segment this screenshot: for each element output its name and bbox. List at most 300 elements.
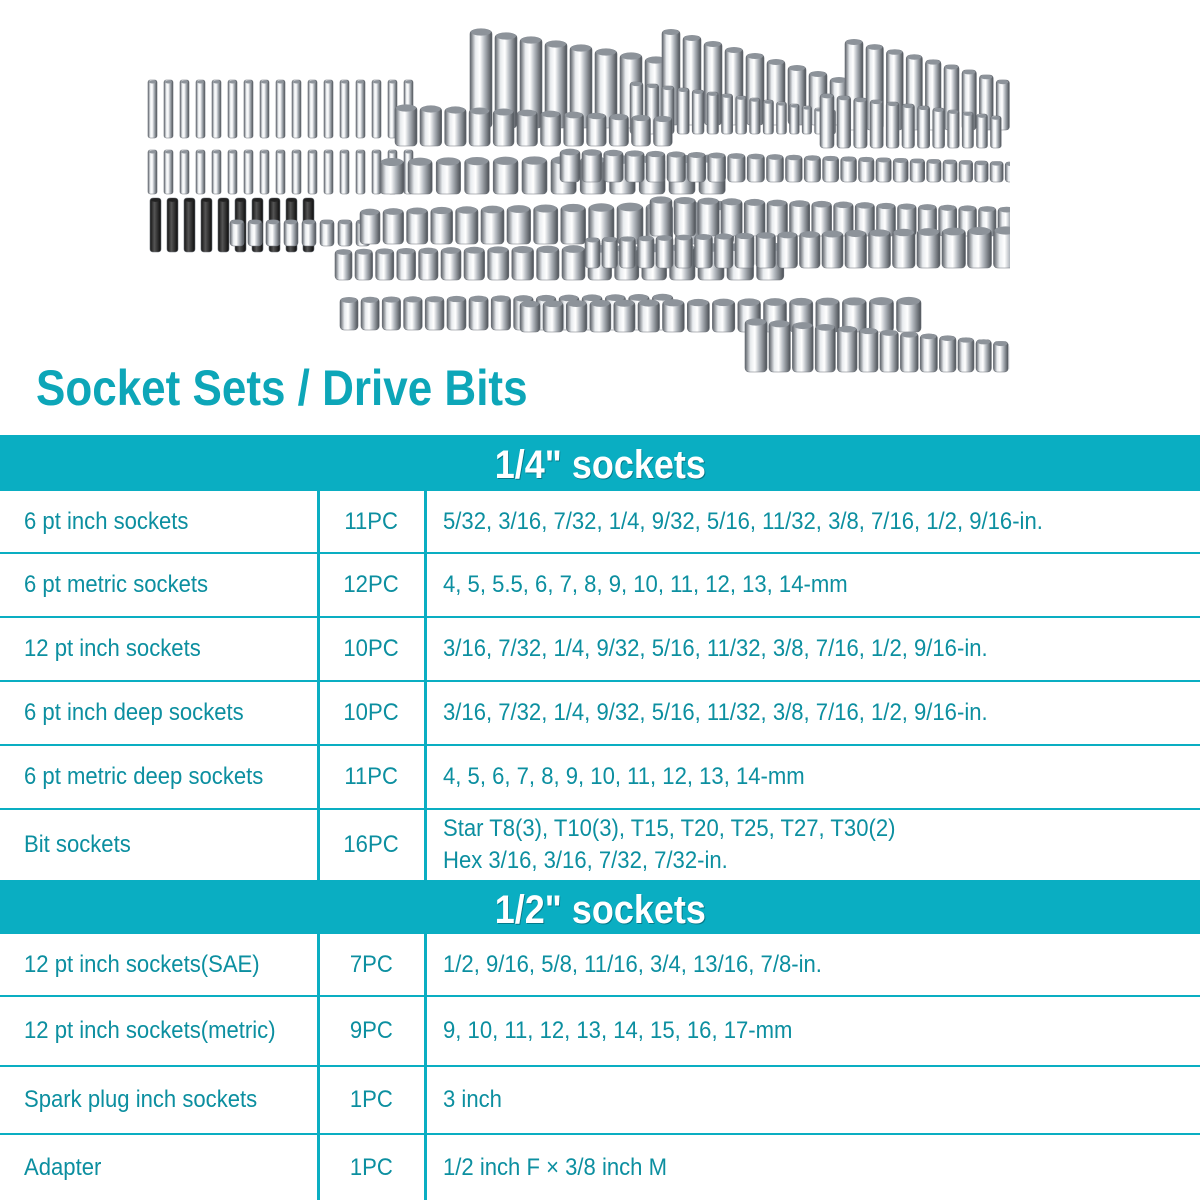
socket-opening (437, 157, 459, 165)
socket-opening (168, 198, 177, 202)
section-header-quarter-inch: 1/4" sockets (0, 435, 1200, 491)
socket-opening (563, 245, 584, 253)
socket-shape (164, 80, 173, 138)
table-row (0, 745, 1200, 809)
socket-opening (980, 206, 996, 212)
socket-opening (944, 160, 956, 165)
socket-opening (898, 297, 921, 305)
socket-shape (244, 150, 253, 194)
socket-opening (748, 154, 763, 160)
socket-opening (231, 220, 243, 225)
socket-opening (770, 320, 789, 327)
socket-opening (647, 84, 658, 88)
socket-opening (470, 296, 487, 302)
socket-opening (513, 246, 533, 253)
socket-shape (792, 324, 813, 372)
socket-opening (253, 198, 262, 202)
set-quantity: 12PC (343, 571, 400, 598)
socket-opening (676, 235, 692, 241)
socket-opening (325, 81, 332, 84)
socket-opening (678, 88, 688, 92)
socket-opening (213, 151, 220, 154)
socket-opening (270, 198, 279, 202)
socket-opening (618, 203, 642, 212)
socket-opening (768, 59, 784, 65)
socket-opening (236, 198, 245, 202)
socket-opening (838, 326, 856, 333)
socket-shape (900, 333, 918, 372)
socket-shape (201, 198, 212, 252)
socket-opening (356, 249, 372, 255)
socket-opening (855, 98, 866, 102)
socket-opening (546, 40, 566, 47)
socket-opening (810, 71, 826, 77)
socket-opening (261, 81, 268, 84)
socket-opening (377, 248, 393, 254)
set-quantity: 10PC (343, 699, 400, 726)
socket-opening (421, 105, 441, 112)
socket-opening (842, 156, 856, 161)
set-name: Bit sockets (24, 831, 131, 858)
socket-opening (963, 112, 972, 116)
set-name: 12 pt inch sockets (24, 635, 201, 662)
socket-shape (228, 80, 237, 138)
socket-opening (943, 228, 965, 236)
socket-opening (523, 156, 546, 164)
socket-opening (739, 298, 760, 306)
socket-opening (757, 232, 775, 239)
socket-shape (212, 80, 221, 138)
socket-opening (779, 232, 797, 239)
socket-opening (801, 231, 820, 238)
socket-opening (980, 75, 992, 80)
socket-opening (457, 206, 477, 213)
socket-shape (707, 92, 719, 134)
table-row (0, 996, 1200, 1066)
socket-opening (466, 157, 489, 165)
socket-opening (267, 220, 279, 225)
socket-opening (442, 247, 460, 254)
socket-opening (341, 297, 357, 303)
socket-opening (860, 328, 877, 334)
socket-opening (149, 81, 156, 84)
socket-shape (356, 150, 365, 194)
socket-opening (919, 204, 935, 210)
socket-opening (544, 300, 562, 307)
set-sizes: 4, 5, 6, 7, 8, 9, 10, 11, 12, 13, 14-mm (442, 763, 805, 790)
socket-opening (639, 236, 654, 242)
socket-opening (567, 300, 586, 307)
socket-shape (769, 322, 790, 372)
socket-opening (521, 36, 541, 43)
socket-opening (894, 229, 915, 237)
socket-opening (405, 81, 412, 84)
socket-shape (918, 106, 930, 148)
socket-opening (870, 297, 892, 305)
socket-opening (213, 81, 220, 84)
socket-opening (878, 203, 895, 209)
socket-opening (911, 159, 924, 164)
table-row (0, 1134, 1200, 1200)
socket-opening (197, 81, 204, 84)
socket-opening (181, 151, 188, 154)
socket-opening (470, 107, 489, 114)
socket-shape (324, 80, 333, 138)
socket-opening (615, 300, 634, 307)
socket-shape (180, 80, 189, 138)
set-sizes-star: Star T8(3), T10(3), T15, T20, T25, T27, T30(2) (442, 815, 895, 842)
socket-shape (164, 150, 173, 194)
socket-shape (677, 88, 689, 134)
socket-shape (962, 112, 973, 148)
socket-opening (657, 235, 672, 241)
socket-shape (148, 150, 157, 194)
socket-shape (902, 104, 915, 148)
socket-opening (542, 111, 560, 118)
page-title: Socket Sets / Drive Bits (36, 360, 528, 416)
set-name: 6 pt inch deep sockets (24, 699, 244, 726)
socket-shape (260, 150, 269, 194)
socket-opening (901, 332, 917, 338)
socket-opening (791, 200, 809, 207)
socket-opening (571, 44, 591, 51)
socket-opening (960, 160, 972, 165)
socket-opening (325, 151, 332, 154)
socket-opening (389, 81, 396, 84)
socket-opening (693, 90, 703, 94)
socket-shape (886, 102, 899, 148)
socket-opening (561, 149, 579, 156)
socket-shape (228, 150, 237, 194)
socket-shape (196, 80, 205, 138)
socket-opening (389, 151, 396, 154)
socket-opening (309, 81, 316, 84)
socket-shape (763, 100, 773, 134)
socket-opening (588, 113, 606, 120)
socket-opening (846, 230, 866, 237)
socket-shape (180, 150, 189, 194)
socket-opening (870, 229, 890, 236)
socket-shape (991, 116, 1002, 148)
set-name: Adapter (24, 1153, 102, 1181)
socket-opening (926, 59, 940, 64)
socket-shape (859, 329, 878, 372)
socket-opening (976, 161, 987, 165)
socket-opening (610, 114, 627, 120)
socket-shape (933, 108, 945, 148)
socket-opening (494, 157, 517, 165)
socket-opening (887, 49, 902, 55)
socket-opening (963, 70, 975, 75)
table-row (0, 553, 1200, 617)
socket-opening (651, 196, 671, 203)
socket-opening (261, 151, 268, 154)
socket-shape (977, 114, 988, 148)
socket-opening (149, 151, 156, 154)
socket-opening (940, 205, 956, 211)
socket-opening (621, 236, 635, 241)
socket-opening (293, 81, 300, 84)
socket-shape (745, 320, 767, 372)
socket-opening (793, 322, 812, 329)
socket-opening (396, 104, 416, 111)
socket-opening (903, 104, 914, 108)
socket-shape (750, 98, 761, 134)
socket-opening (696, 234, 712, 240)
socket-opening (398, 248, 415, 254)
socket-opening (304, 198, 313, 202)
socket-shape (880, 331, 898, 372)
socket-opening (977, 339, 990, 344)
socket-opening (705, 41, 721, 47)
set-quantity: 11PC (344, 763, 399, 790)
socket-opening (688, 299, 708, 306)
socket-shape (260, 80, 269, 138)
set-quantity: 1PC (350, 1153, 393, 1181)
socket-opening (663, 29, 679, 35)
socket-shape (870, 100, 883, 148)
socket-opening (816, 324, 834, 331)
socket-opening (287, 198, 296, 202)
socket-shape (372, 150, 381, 194)
socket-opening (789, 65, 805, 71)
socket-opening (426, 296, 443, 302)
socket-shape (993, 342, 1008, 372)
half-inch-table (0, 934, 1200, 1200)
socket-opening (249, 220, 261, 225)
socket-opening (151, 198, 160, 202)
socket-opening (736, 233, 753, 239)
socket-opening (787, 155, 802, 161)
set-name: 12 pt inch sockets(metric) (24, 1017, 276, 1044)
socket-opening (824, 156, 838, 161)
socket-opening (373, 151, 380, 154)
socket-opening (293, 151, 300, 154)
socket-opening (277, 81, 284, 84)
socket-opening (538, 246, 558, 253)
socket-shape (148, 80, 157, 138)
socket-opening (420, 248, 437, 254)
set-sizes: 5/32, 3/16, 7/32, 1/4, 9/32, 5/16, 11/32, 3/8, 7/16, 1/2, 9/16-in. (442, 507, 1043, 535)
socket-opening (860, 157, 874, 162)
socket-shape (218, 198, 229, 252)
socket-opening (713, 299, 733, 306)
socket-shape (340, 150, 349, 194)
socket-opening (765, 298, 786, 306)
socket-opening (633, 115, 650, 121)
table-row (0, 1066, 1200, 1134)
socket-shape (445, 108, 466, 146)
socket-shape (212, 150, 221, 194)
socket-opening (959, 337, 973, 342)
socket-shape (292, 80, 301, 138)
table-row (0, 681, 1200, 745)
socket-opening (817, 298, 839, 306)
socket-opening (934, 108, 944, 112)
socket-shape (244, 80, 253, 138)
socket-opening (357, 151, 364, 154)
socket-opening (596, 48, 616, 55)
socket-opening (768, 200, 787, 207)
quarter-inch-table (0, 491, 1200, 880)
socket-shape (948, 110, 960, 148)
set-quantity: 10PC (343, 635, 400, 662)
socket-opening (219, 198, 228, 202)
socket-opening (778, 102, 786, 105)
socket-shape (167, 198, 178, 252)
socket-opening (708, 92, 718, 96)
socket-shape (976, 340, 991, 372)
socket-opening (894, 158, 907, 163)
socket-opening (309, 151, 316, 154)
table-row (0, 809, 1200, 880)
socket-opening (997, 80, 1008, 84)
socket-opening (791, 104, 799, 107)
socket-shape (308, 80, 317, 138)
socket-shape (958, 338, 974, 372)
socket-opening (969, 227, 991, 235)
socket-opening (384, 208, 403, 215)
set-quantity: 9PC (350, 1017, 393, 1044)
socket-opening (492, 295, 509, 301)
socket-opening (336, 249, 351, 255)
socket-opening (197, 151, 204, 154)
set-sizes: 3/16, 7/32, 1/4, 9/32, 5/16, 11/32, 3/8, 7/16, 1/2, 9/16-in. (442, 699, 988, 726)
socket-shape (815, 325, 835, 372)
socket-opening (877, 157, 890, 162)
socket-opening (373, 81, 380, 84)
socket-opening (408, 207, 427, 214)
socket-opening (821, 94, 833, 99)
socket-shape (692, 90, 704, 134)
socket-shape (276, 80, 285, 138)
socket-opening (471, 28, 491, 35)
socket-opening (583, 149, 601, 156)
socket-opening (229, 81, 236, 84)
socket-opening (663, 86, 673, 90)
socket-opening (764, 100, 772, 103)
socket-opening (881, 330, 897, 336)
socket-opening (921, 334, 936, 340)
section-header-half-inch: 1/2" sockets (0, 880, 1200, 934)
socket-shape (722, 94, 733, 134)
socket-shape (150, 198, 161, 252)
set-sizes: 1/2 inch F × 3/8 inch M (442, 1153, 667, 1181)
set-quantity: 1PC (350, 1086, 393, 1113)
socket-opening (562, 204, 585, 212)
socket-shape (920, 334, 937, 372)
socket-opening (978, 114, 987, 118)
socket-opening (405, 296, 422, 302)
set-sizes: 4, 5, 5.5, 6, 7, 8, 9, 10, 11, 12, 13, 14-mm (442, 571, 848, 598)
socket-opening (448, 296, 465, 302)
socket-opening (508, 205, 530, 213)
socket-opening (887, 102, 898, 106)
socket-opening (631, 82, 642, 86)
socket-opening (709, 153, 725, 159)
socket-opening (405, 151, 412, 154)
socket-opening (277, 151, 284, 154)
socket-opening (907, 54, 921, 59)
socket-opening (245, 81, 252, 84)
socket-opening (745, 199, 764, 206)
socket-opening (482, 206, 503, 214)
socket-opening (381, 158, 403, 166)
socket-opening (357, 81, 364, 84)
socket-opening (639, 299, 659, 306)
socket-opening (791, 298, 812, 306)
socket-opening (518, 110, 537, 117)
set-name: Spark plug inch sockets (24, 1086, 258, 1113)
socket-shape (372, 80, 381, 138)
socket-opening (726, 47, 742, 53)
socket-opening (949, 110, 959, 114)
socket-opening (626, 150, 643, 156)
socket-opening (521, 301, 539, 308)
socket-opening (992, 116, 1001, 120)
socket-opening (675, 197, 695, 204)
socket-opening (165, 81, 172, 84)
socket-opening (647, 151, 664, 157)
socket-shape (276, 150, 285, 194)
socket-opening (603, 237, 617, 242)
socket-opening (856, 202, 873, 208)
set-quantity: 7PC (350, 950, 393, 978)
socket-shape (820, 94, 834, 148)
socket-opening (940, 335, 955, 341)
socket-opening (729, 153, 745, 159)
set-sizes: 3/16, 7/32, 1/4, 9/32, 5/16, 11/32, 3/8, 7/16, 1/2, 9/16-in. (442, 635, 988, 662)
socket-opening (590, 203, 613, 211)
socket-opening (805, 155, 819, 160)
socket-opening (489, 246, 508, 253)
socket-opening (751, 98, 760, 102)
socket-opening (409, 158, 431, 166)
socket-opening (928, 159, 940, 164)
socket-shape (469, 109, 490, 146)
socket-opening (689, 152, 705, 158)
socket-shape (650, 198, 672, 236)
set-sizes: 1/2, 9/16, 5/8, 11/16, 3/4, 13/16, 7/8-in. (442, 950, 822, 978)
socket-opening (655, 116, 672, 122)
socket-opening (846, 39, 862, 45)
socket-opening (664, 299, 684, 306)
socket-opening (432, 207, 452, 214)
socket-opening (919, 106, 929, 110)
socket-shape (420, 107, 442, 146)
socket-opening (747, 53, 763, 59)
socket-opening (835, 202, 853, 209)
socket-opening (285, 220, 297, 225)
socket-opening (994, 341, 1007, 346)
socket-opening (496, 32, 516, 39)
set-sizes: 3 inch (442, 1086, 502, 1113)
socket-opening (823, 231, 842, 238)
socket-opening (535, 204, 557, 212)
socket-shape (837, 96, 851, 148)
socket-opening (229, 151, 236, 154)
socket-shape (356, 80, 365, 138)
socket-opening (899, 203, 916, 209)
socket-opening (446, 106, 465, 113)
socket-shape (308, 150, 317, 194)
socket-opening (181, 81, 188, 84)
socket-shape (802, 106, 811, 134)
socket-shape (777, 102, 787, 134)
socket-shape (854, 98, 867, 148)
socket-opening (591, 300, 610, 307)
set-quantity: 11PC (344, 507, 399, 535)
